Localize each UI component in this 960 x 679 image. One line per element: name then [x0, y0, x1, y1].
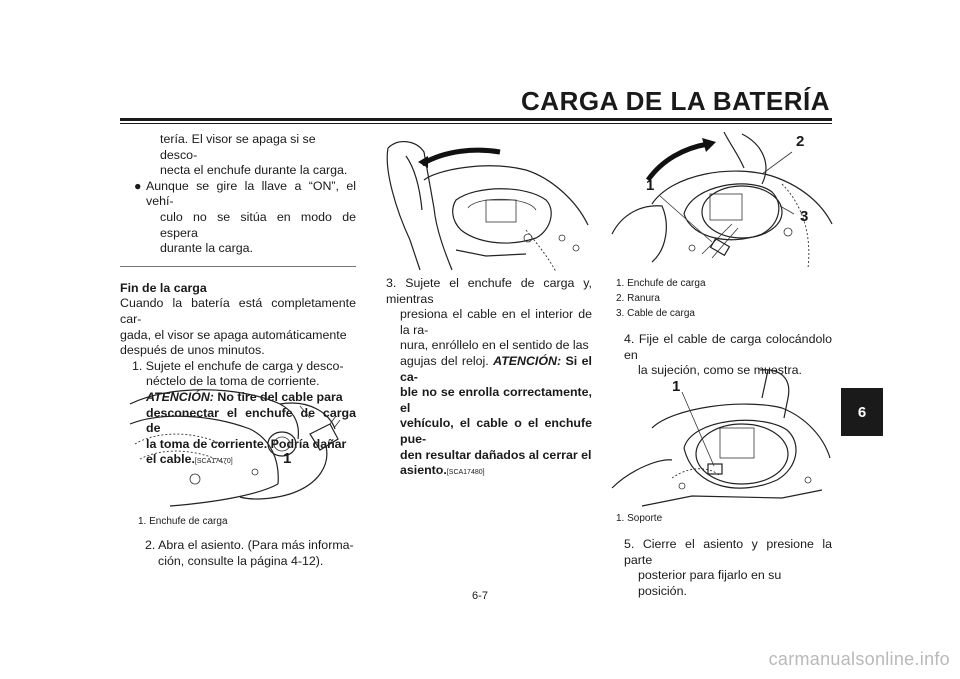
step-3-line: presiona el cable en el interior de la ra-: [400, 307, 592, 337]
figure-caption: 1. Enchufe de carga: [616, 278, 706, 289]
bullet-item: ● Aunque se gire la llave a “ON”, el vehí-: [134, 178, 356, 209]
figure-callout: 1: [646, 177, 655, 194]
figure-caption: 1. Soporte: [616, 513, 663, 524]
paragraph-line: Cuando la batería está completamente car-: [120, 296, 356, 326]
continued-line: tería. El visor se apaga si se desco-: [160, 132, 316, 162]
step-1-warning: desconectar el enchufe de carga de: [146, 405, 356, 436]
figure-callout: 2: [796, 133, 805, 150]
figure-callout: 1: [672, 378, 681, 395]
step-1-line: néctelo de la toma de corriente.: [146, 374, 320, 389]
bullet-dot-icon: ●: [134, 178, 142, 193]
step-4-line: la sujeción, como se muestra.: [638, 363, 802, 378]
step-3-warning: asiento.[SCA17480]: [400, 463, 485, 478]
step-2-line: ción, consulte la página 4-12).: [158, 553, 324, 568]
figure-caption: 2. Ranura: [616, 293, 660, 304]
page-number: 6-7: [472, 590, 488, 602]
bullet-cont: culo no se sitúa en modo de espera: [160, 209, 356, 240]
continued-line: necta el enchufe durante la carga.: [160, 163, 348, 178]
step-2-line: 2. Abra el asiento. (Para más informa-: [145, 538, 354, 552]
step-1-warning: el cable.[SCA17470]: [146, 452, 233, 467]
header-rule-thick: [120, 118, 832, 121]
section-divider: [120, 266, 356, 267]
figure-cable-holder: [612, 368, 834, 508]
step-4-line: 4. Fije el cable de carga colocándolo en: [624, 332, 832, 362]
step-3-line: agujas del reloj. ATENCIÓN: Si el ca-: [400, 353, 592, 384]
figure-callout: 1: [283, 450, 292, 467]
step-3-warning: vehículo, el cable o el enchufe pue-: [400, 416, 592, 446]
step-3-line: 3. Sujete el enchufe de carga y, mientras: [386, 276, 592, 306]
figure-callout: 3: [800, 208, 809, 225]
column-middle: [374, 276, 592, 481]
page-title: CARGA DE LA BATERÍA: [521, 86, 830, 116]
step-3-warning: den resultar dañados al cerrar el: [400, 447, 592, 462]
chapter-tab: 6: [841, 388, 883, 436]
step-5-line: posterior para fijarlo en su posición.: [638, 568, 782, 598]
column-left-lower: [120, 538, 356, 569]
paragraph-line: gada, el visor se apaga automáticamente: [120, 327, 347, 342]
figure-seat-charging-plug: [130, 384, 356, 512]
bullet-cont: durante la carga.: [160, 241, 253, 256]
section-heading: Fin de la carga: [120, 280, 207, 295]
figure-caption: 3. Cable de carga: [616, 308, 695, 319]
paragraph-line: después de unos minutos.: [120, 343, 265, 358]
step-1-line: 1. Sujete el enchufe de carga y desco-: [132, 358, 344, 373]
step-5-line: 5. Cierre el asiento y presione la parte: [624, 537, 832, 567]
step-1-warning: la toma de corriente. Podría dañar: [146, 436, 347, 451]
step-3-warning: ble no se enrolla correctamente, el: [400, 385, 592, 415]
watermark: carmanualsonline.info: [768, 649, 950, 669]
figure-caption: 1. Enchufe de carga: [138, 516, 228, 527]
figure-caption-list: [616, 276, 706, 321]
figure-open-seat: [376, 130, 592, 272]
step-3-line: nura, enróllelo en el sentido de las: [400, 338, 589, 353]
step-1-warning: ATENCIÓN: No tire del cable para: [146, 389, 343, 404]
